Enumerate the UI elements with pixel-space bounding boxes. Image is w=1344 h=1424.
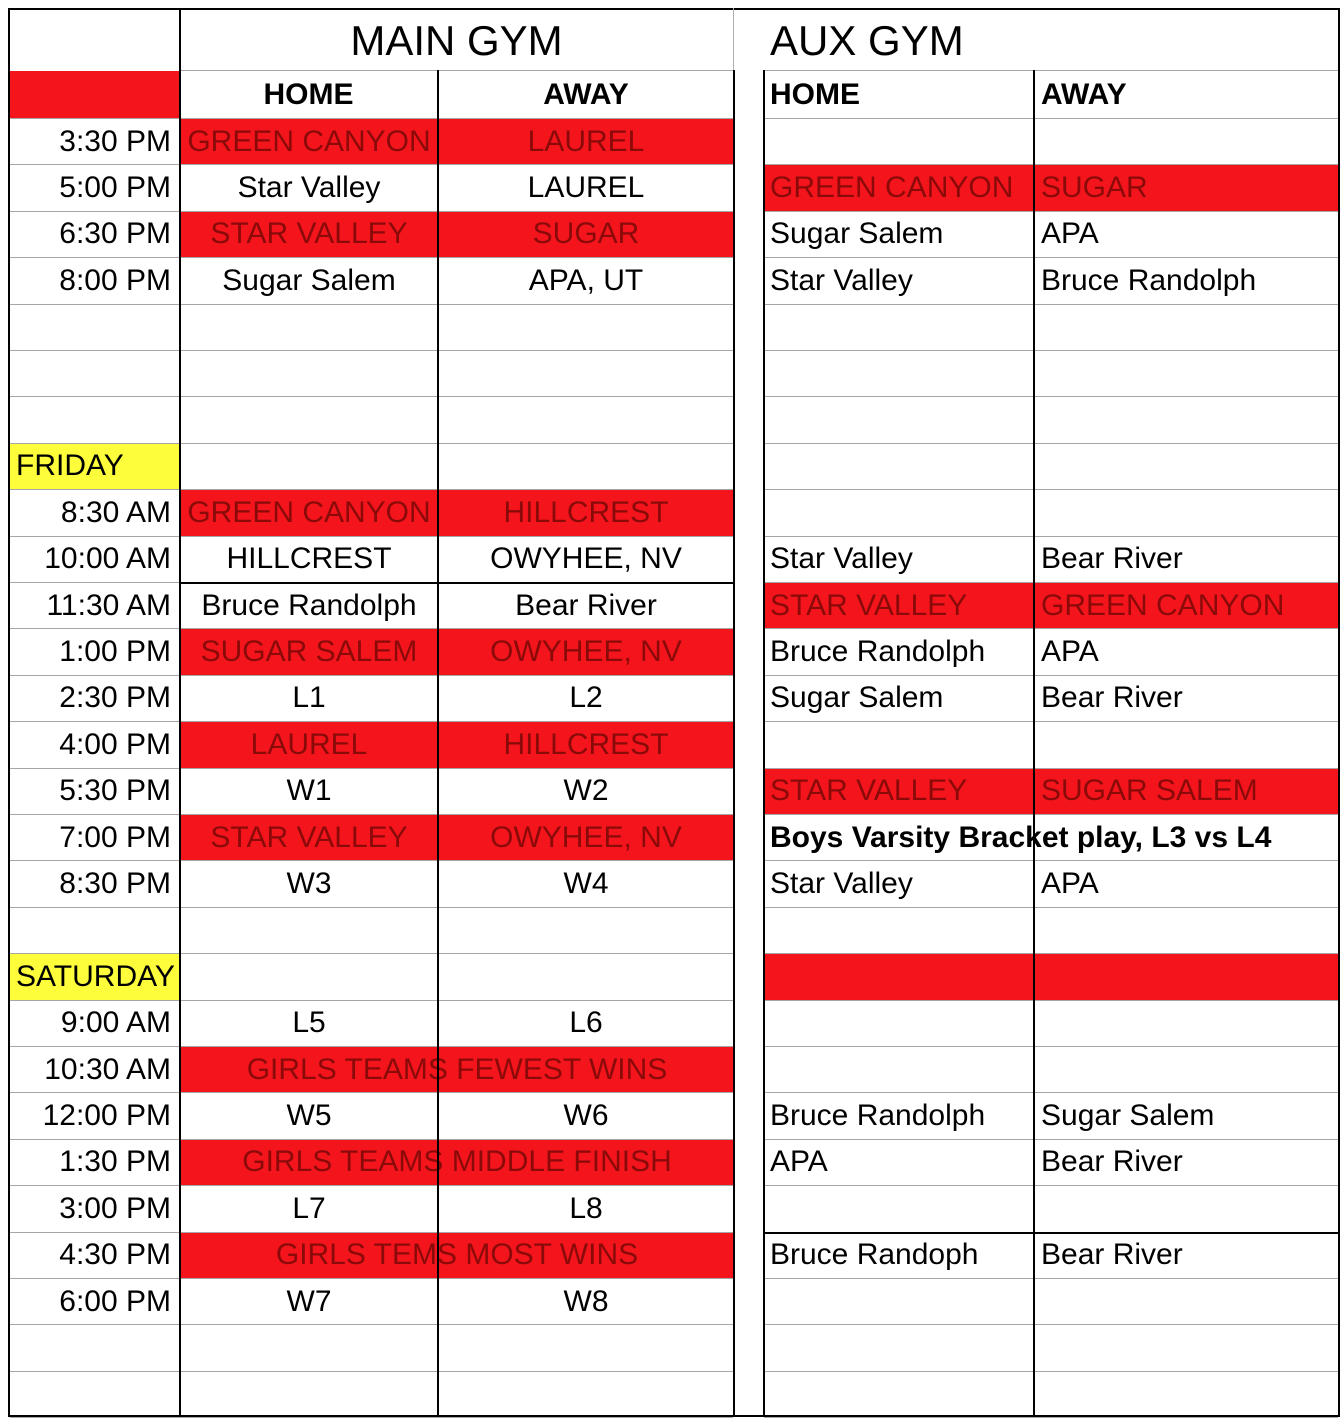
row-gridline <box>10 860 733 861</box>
aux-home-team: Bruce Randolph <box>770 635 986 669</box>
row-gridline <box>764 1139 1338 1140</box>
aux-home-blank-highlight <box>764 954 1033 999</box>
aux-away-header: AWAY <box>1041 77 1127 111</box>
row-gridline <box>764 164 1338 165</box>
aux-home-team: STAR VALLEY <box>764 583 1033 628</box>
main-home-team: Star Valley <box>237 171 381 205</box>
row-gridline <box>764 304 1338 305</box>
main-gym-bracket-label: GIRLS TEAMS FEWEST WINS <box>181 1047 733 1092</box>
main-home-team: Bruce Randolph <box>201 588 417 622</box>
aux-away-team: GREEN CANYON <box>1035 583 1338 628</box>
time-label: 3:30 PM <box>59 124 171 158</box>
row-gridline <box>10 907 733 908</box>
row-gridline <box>764 721 1338 722</box>
day-label-saturday: SATURDAY <box>10 954 179 999</box>
main-away-team: W8 <box>563 1284 609 1318</box>
main-away-team: SUGAR <box>439 212 733 257</box>
main-home-team: HILLCREST <box>226 542 392 576</box>
row-gridline <box>764 118 1338 119</box>
aux-home-team: Bruce Randoph <box>770 1238 979 1272</box>
row-gridline <box>764 768 1338 769</box>
time-label: 5:00 PM <box>59 171 171 205</box>
row-gridline <box>10 953 733 954</box>
time-label: 5:30 PM <box>59 774 171 808</box>
row-gridline <box>764 953 1338 954</box>
time-label: 1:30 PM <box>59 1145 171 1179</box>
aux-away-team: Bear River <box>1041 542 1183 576</box>
time-label: 6:00 PM <box>59 1284 171 1318</box>
main-home-team: L1 <box>292 681 326 715</box>
row-gridline <box>764 443 1338 444</box>
gym-gap-gridline <box>733 8 734 70</box>
time-label: 1:00 PM <box>59 635 171 669</box>
aux-away-team: Bear River <box>1041 681 1183 715</box>
main-away-team: LAUREL <box>527 171 645 205</box>
header-separator <box>180 70 733 71</box>
row-gridline <box>10 768 733 769</box>
main-away-team: OWYHEE, NV <box>490 542 682 576</box>
main-home-team: L5 <box>292 1006 326 1040</box>
main-home-team: STAR VALLEY <box>181 815 437 860</box>
row-gridline <box>10 350 733 351</box>
main-away-header: AWAY <box>543 77 629 111</box>
row-gridline <box>10 1139 733 1140</box>
row-gridline <box>764 211 1338 212</box>
row-gridline <box>764 536 1338 537</box>
row-gridline <box>764 396 1338 397</box>
day-label-friday: FRIDAY <box>10 444 179 489</box>
row-gridline <box>764 582 1338 583</box>
row-gridline <box>10 1324 733 1325</box>
row-separator-bold <box>764 1232 1338 1234</box>
row-gridline <box>764 257 1338 258</box>
row-gridline <box>10 1417 733 1418</box>
row-gridline <box>10 721 733 722</box>
row-gridline <box>764 860 1338 861</box>
main-away-team: Bear River <box>515 588 657 622</box>
row-gridline <box>764 628 1338 629</box>
time-label: 11:30 AM <box>46 588 171 622</box>
row-gridline <box>10 814 733 815</box>
row-gridline <box>764 814 1338 815</box>
aux-gym-header: AUX GYM <box>770 17 964 64</box>
main-gym-right-divider <box>733 70 735 1417</box>
row-gridline <box>10 1371 733 1372</box>
main-gym-bracket-label: GIRLS TEAMS MIDDLE FINISH <box>181 1140 733 1185</box>
row-gridline <box>764 1000 1338 1001</box>
main-home-team: W1 <box>286 774 332 808</box>
main-away-team: OWYHEE, NV <box>439 629 733 674</box>
row-gridline <box>764 1092 1338 1093</box>
aux-home-team: Sugar Salem <box>770 217 944 251</box>
row-gridline <box>764 1324 1338 1325</box>
time-label: 2:30 PM <box>59 681 171 715</box>
aux-home-away-divider <box>1033 70 1035 1417</box>
row-gridline <box>10 304 733 305</box>
time-column-divider <box>179 8 181 1417</box>
row-gridline <box>764 1417 1338 1418</box>
row-gridline <box>10 536 733 537</box>
aux-home-team: Star Valley <box>770 542 913 576</box>
aux-away-team: Bear River <box>1041 1238 1183 1272</box>
time-label: 4:30 PM <box>59 1238 171 1272</box>
header-separator <box>764 70 1338 71</box>
row-gridline <box>10 1000 733 1001</box>
main-away-team: W2 <box>563 774 609 808</box>
row-gridline <box>10 1278 733 1279</box>
row-gridline <box>10 1046 733 1047</box>
main-home-team: L7 <box>292 1191 326 1225</box>
aux-home-header: HOME <box>770 77 860 111</box>
time-label: 10:30 AM <box>44 1052 171 1086</box>
row-gridline <box>764 907 1338 908</box>
row-gridline <box>764 675 1338 676</box>
main-away-team: L2 <box>569 681 603 715</box>
row-gridline <box>10 628 733 629</box>
main-home-team: GREEN CANYON <box>181 119 437 164</box>
time-label: 7:00 PM <box>59 820 171 854</box>
main-away-team: L8 <box>569 1191 603 1225</box>
aux-away-team: Sugar Salem <box>1041 1099 1215 1133</box>
table-border-top <box>8 8 1340 10</box>
row-gridline <box>10 1185 733 1186</box>
row-gridline <box>10 396 733 397</box>
main-gym-bracket-label: GIRLS TEMS MOST WINS <box>181 1233 733 1278</box>
main-home-away-divider <box>437 70 439 1417</box>
aux-away-team: Bruce Randolph <box>1041 263 1257 297</box>
main-away-team: APA, UT <box>528 263 644 297</box>
aux-away-team: APA <box>1041 867 1099 901</box>
aux-home-team: STAR VALLEY <box>764 769 1033 814</box>
main-home-team: W3 <box>286 867 332 901</box>
aux-home-team: Star Valley <box>770 263 913 297</box>
aux-away-team: SUGAR SALEM <box>1035 769 1338 814</box>
row-gridline <box>10 211 733 212</box>
aux-away-team: SUGAR <box>1035 165 1338 210</box>
header-red-marker <box>10 71 179 118</box>
row-gridline <box>10 164 733 165</box>
row-gridline <box>10 118 733 119</box>
row-gridline <box>10 1092 733 1093</box>
time-label: 8:30 PM <box>59 867 171 901</box>
main-home-team: GREEN CANYON <box>181 490 437 535</box>
time-label: 12:00 PM <box>42 1099 171 1133</box>
aux-gym-bracket-note: Boys Varsity Bracket play, L3 vs L4 <box>770 820 1272 854</box>
time-label: 8:00 PM <box>59 263 171 297</box>
aux-away-team: APA <box>1041 635 1099 669</box>
row-gridline <box>10 443 733 444</box>
aux-home-team: GREEN CANYON <box>764 165 1033 210</box>
main-away-team: HILLCREST <box>439 490 733 535</box>
table-border-left <box>8 8 10 1417</box>
time-label: 6:30 PM <box>59 217 171 251</box>
main-away-team: W4 <box>563 867 609 901</box>
row-gridline <box>10 1232 733 1233</box>
aux-away-team: Bear River <box>1041 1145 1183 1179</box>
main-away-team: W6 <box>563 1099 609 1133</box>
aux-home-team: Star Valley <box>770 867 913 901</box>
main-home-team: Sugar Salem <box>222 263 396 297</box>
row-separator-bold <box>180 582 733 584</box>
row-gridline <box>10 489 733 490</box>
row-gridline <box>764 489 1338 490</box>
table-border-right <box>1338 8 1340 1417</box>
aux-home-team: Bruce Randolph <box>770 1099 986 1133</box>
row-gridline <box>764 350 1338 351</box>
main-away-team: HILLCREST <box>439 722 733 767</box>
main-home-header: HOME <box>263 77 354 111</box>
row-gridline <box>10 675 733 676</box>
row-gridline <box>10 257 733 258</box>
time-label: 8:30 AM <box>60 495 171 529</box>
aux-gym-left-divider <box>763 70 765 1417</box>
time-label: 3:00 PM <box>59 1191 171 1225</box>
aux-home-team: APA <box>770 1145 828 1179</box>
main-home-team: W5 <box>286 1099 332 1133</box>
row-gridline <box>764 1046 1338 1047</box>
main-away-team: LAUREL <box>439 119 733 164</box>
main-home-team: SUGAR SALEM <box>181 629 437 674</box>
main-away-team: OWYHEE, NV <box>439 815 733 860</box>
row-gridline <box>764 1185 1338 1186</box>
aux-away-blank-highlight <box>1035 954 1338 999</box>
row-gridline <box>764 1278 1338 1279</box>
time-label: 4:00 PM <box>59 727 171 761</box>
main-home-team: W7 <box>286 1284 332 1318</box>
main-gym-header: MAIN GYM <box>350 17 563 64</box>
aux-away-team: APA <box>1041 217 1099 251</box>
time-label: 9:00 AM <box>60 1006 171 1040</box>
aux-home-team: Sugar Salem <box>770 681 944 715</box>
time-label: 10:00 AM <box>44 542 171 576</box>
main-home-team: LAUREL <box>181 722 437 767</box>
main-away-team: L6 <box>569 1006 603 1040</box>
main-home-team: STAR VALLEY <box>181 212 437 257</box>
row-gridline <box>764 1371 1338 1372</box>
